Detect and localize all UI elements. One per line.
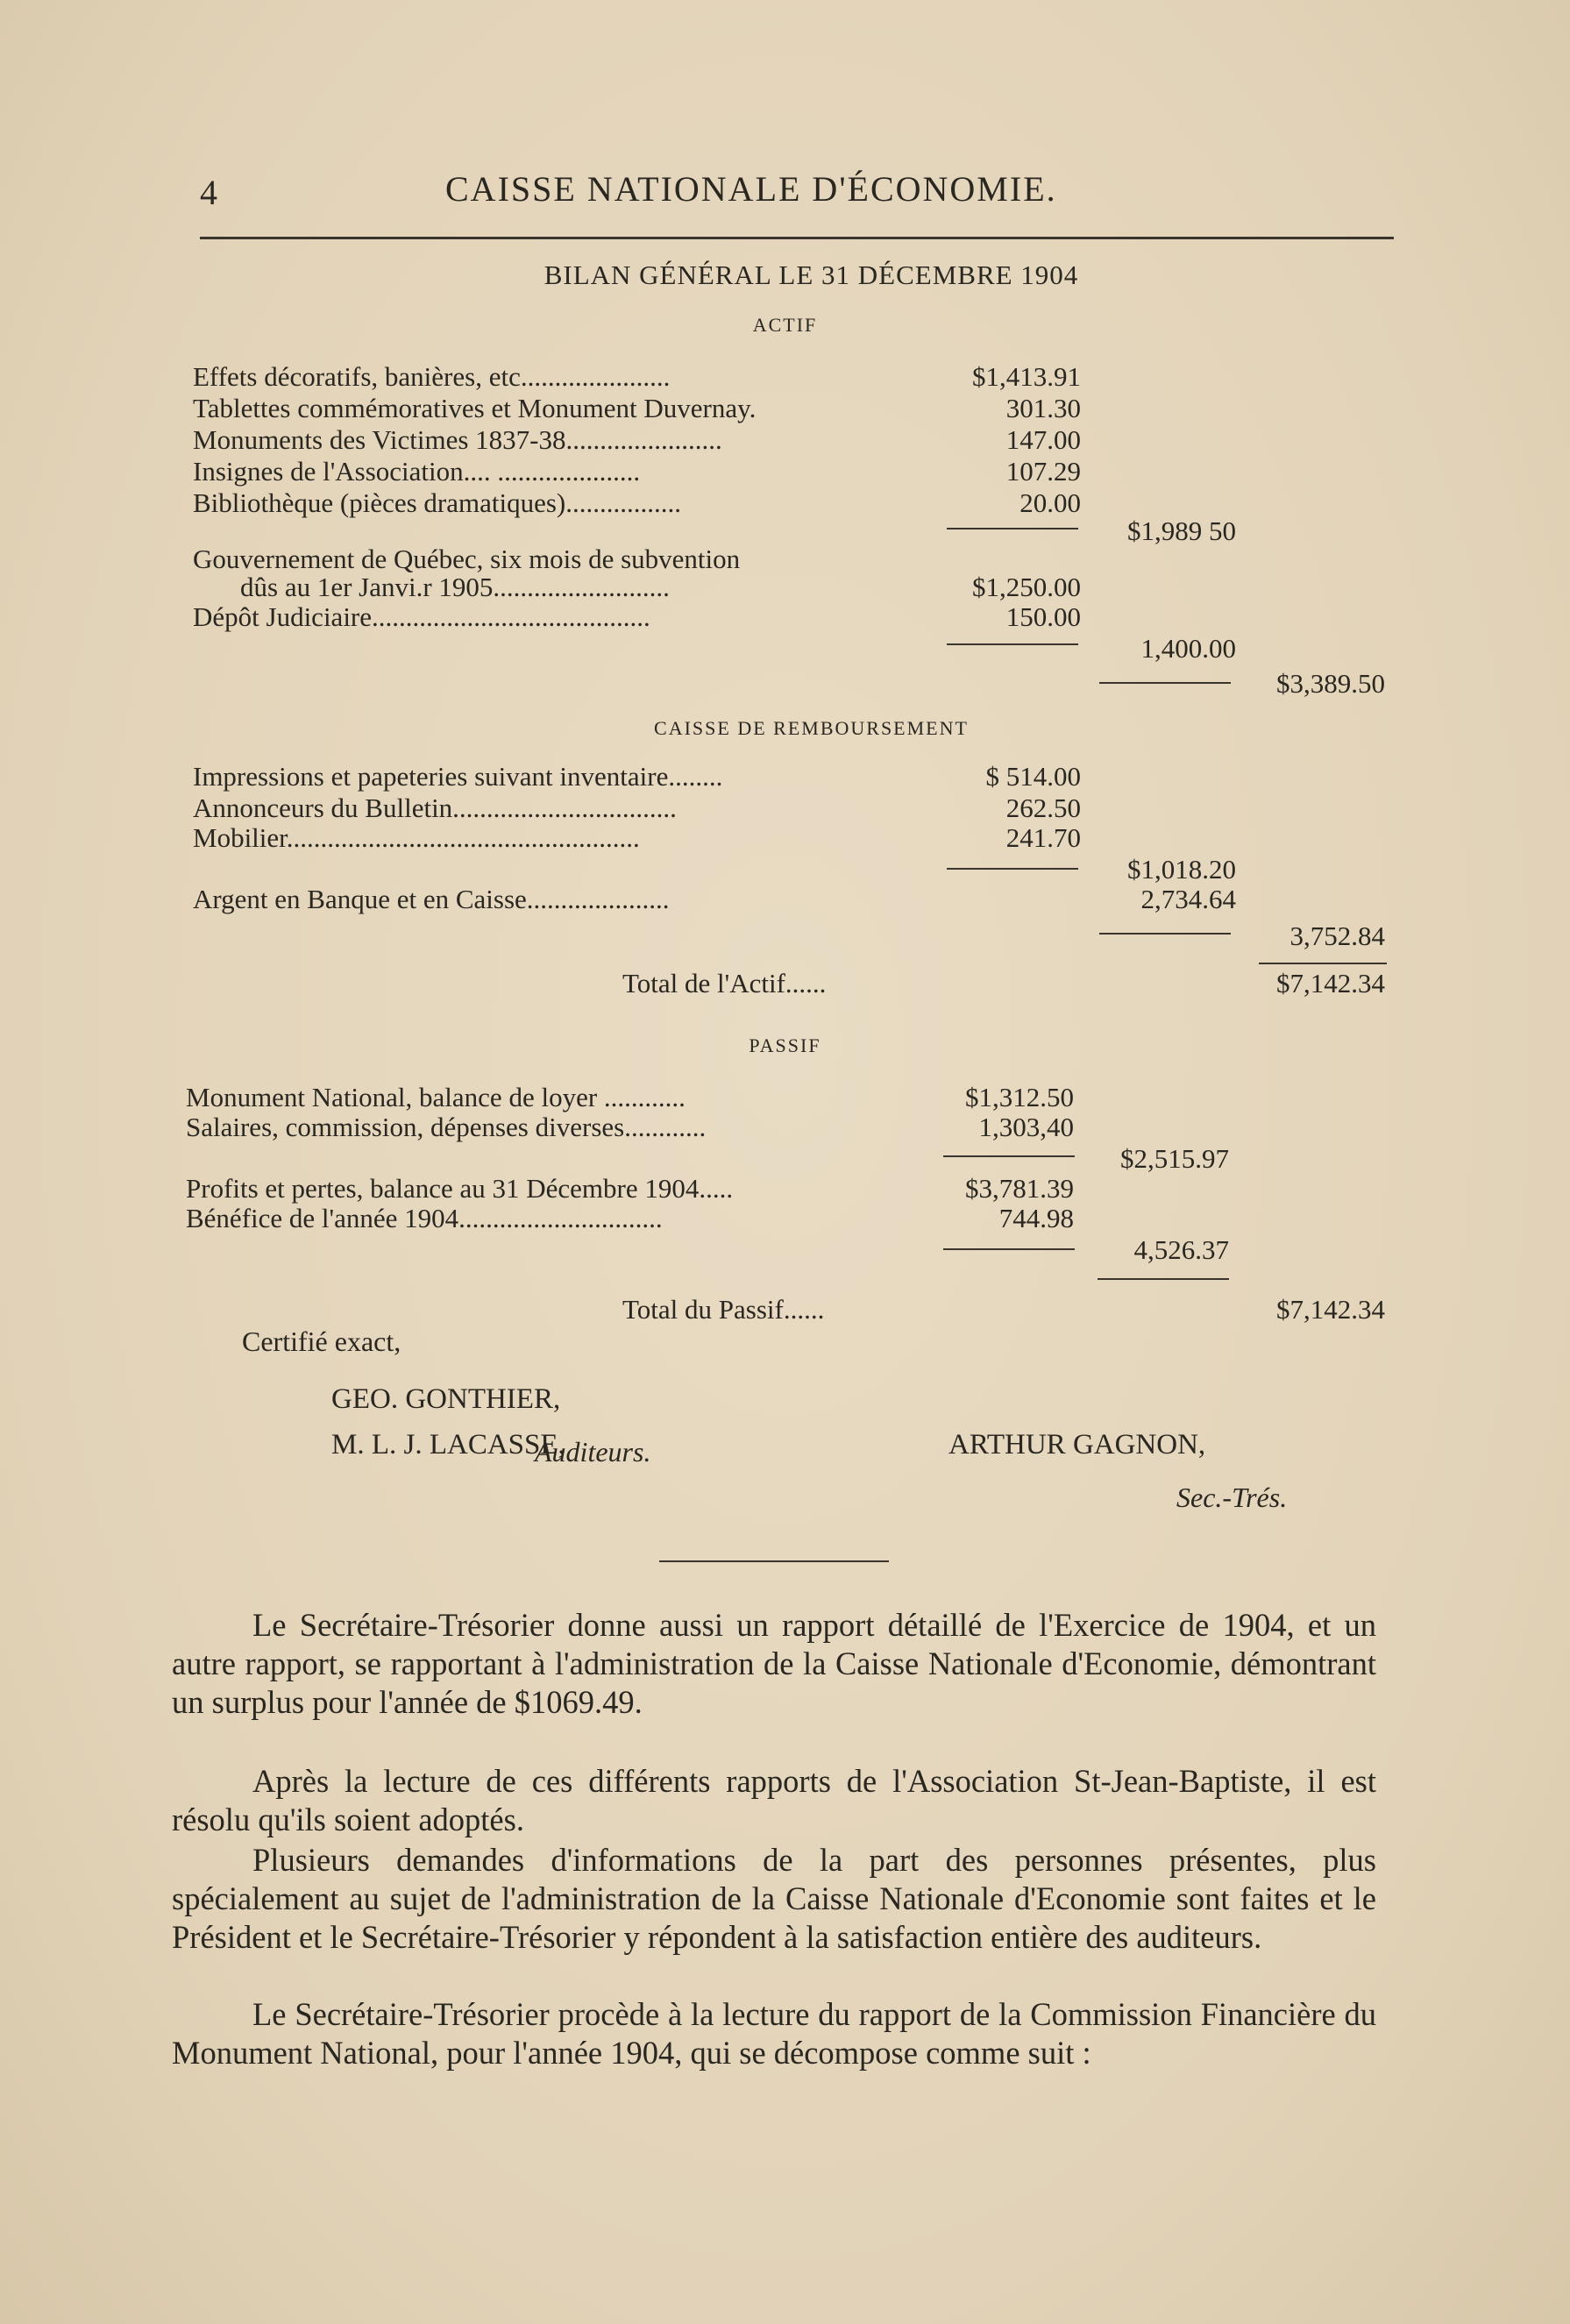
table-row: $3,389.50 <box>1276 668 1385 699</box>
running-title: CAISSE NATIONALE D'ÉCONOMIE. <box>445 169 1057 209</box>
table-row: 4,526.37 <box>1133 1234 1229 1265</box>
passif-heading: PASSIF <box>749 1034 821 1056</box>
paragraph: Plusieurs demandes d'informations de la part des personnes présentes, plus spécialement au sujet de l'administration de la Caisse Nationale d'Economie sont faites et le Président et le Secrétaire-Trésorier y répondent à la satisfaction entière des auditeurs. <box>172 1842 1376 1955</box>
paragraph: Après la lecture de ces différents rapports de l'Association St-Jean-Baptiste, il est résolu qu'ils soient adoptés. <box>172 1763 1376 1837</box>
sum-rule <box>1098 1278 1229 1280</box>
table-row: $2,515.97 <box>1120 1143 1229 1174</box>
table-row: 3,752.84 <box>1289 920 1385 951</box>
table-row: Dépôt Judiciaire......................................... 150.00 <box>193 601 1081 632</box>
auditors-title: Auditeurs. <box>535 1436 651 1468</box>
table-row: Bénéfice de l'année 1904.............................. 744.98 <box>186 1203 1074 1233</box>
table-row: $1,018.20 <box>1127 854 1236 885</box>
total-actif-row: Total de l'Actif...... $7,142.34 <box>622 968 1385 999</box>
table-row: Monuments des Victimes 1837-38....................... 147.00 <box>193 424 1081 455</box>
auditor-name: GEO. GONTHIER, <box>331 1383 561 1415</box>
table-row: Insignes de l'Association.... ..................... 107.29 <box>193 456 1081 487</box>
secretary-name: ARTHUR GAGNON, <box>948 1429 1206 1460</box>
table-row: Effets décoratifs, banières, etc...................... $1,413.91 <box>193 361 1081 392</box>
actif-heading: ACTIF <box>752 314 818 336</box>
header-rule <box>200 237 1394 239</box>
table-row: $1,989 50 <box>1127 515 1236 546</box>
certified-statement: Certifié exact, <box>242 1325 401 1357</box>
auditor-name: M. L. J. LACASSE, <box>331 1429 565 1460</box>
table-row: Salaires, commission, dépenses diverses............ 1,303,40 <box>186 1112 1074 1142</box>
paragraph: Le Secrétaire-Trésorier donne aussi un rapport détaillé de l'Exercice de 1904, et un autre rapport, se rapportant à l'administration de la Caisse Nationale d'Economie, démontrant un surplus pour l'année de $1069.49. <box>172 1607 1376 1720</box>
table-row: Profits et pertes, balance au 31 Décembre 1904..... $3,781.39 <box>186 1173 1074 1204</box>
sum-rule <box>1259 963 1387 964</box>
page-number: 4 <box>200 173 217 212</box>
total-passif-row: Total du Passif...... $7,142.34 <box>622 1294 1385 1325</box>
section-divider <box>659 1560 889 1562</box>
statement-title: BILAN GÉNÉRAL LE 31 DÉCEMBRE 1904 <box>543 259 1079 290</box>
table-row: Impressions et papeteries suivant inventaire........ $ 514.00 <box>193 761 1081 792</box>
table-row: 1,400.00 <box>1140 633 1236 664</box>
table-row: Tablettes commémoratives et Monument Duvernay. 301.30 <box>193 393 1081 423</box>
table-row: Gouvernement de Québec, six mois de subvention <box>193 544 741 574</box>
secretary-title: Sec.-Trés. <box>1176 1482 1288 1513</box>
table-row: dûs au 1er Janvi.r 1905.......................... $1,250.00 <box>240 572 1081 602</box>
table-row: Monument National, balance de loyer ............ $1,312.50 <box>186 1082 1074 1112</box>
table-row: Bibliothèque (pièces dramatiques)................. 20.00 <box>193 487 1081 518</box>
table-row: Mobilier.................................................... 241.70 <box>193 822 1081 853</box>
caisse-heading: CAISSE DE REMBOURSEMENT <box>654 717 969 739</box>
paragraph: Le Secrétaire-Trésorier procède à la lecture du rapport de la Commission Financière du Monument National, pour l'année 1904, qui se décompose comme suit : <box>172 1996 1376 2071</box>
table-row: Annonceurs du Bulletin................................. 262.50 <box>193 792 1081 823</box>
table-row: Argent en Banque et en Caisse..................... 2,734.64 <box>193 884 1236 914</box>
